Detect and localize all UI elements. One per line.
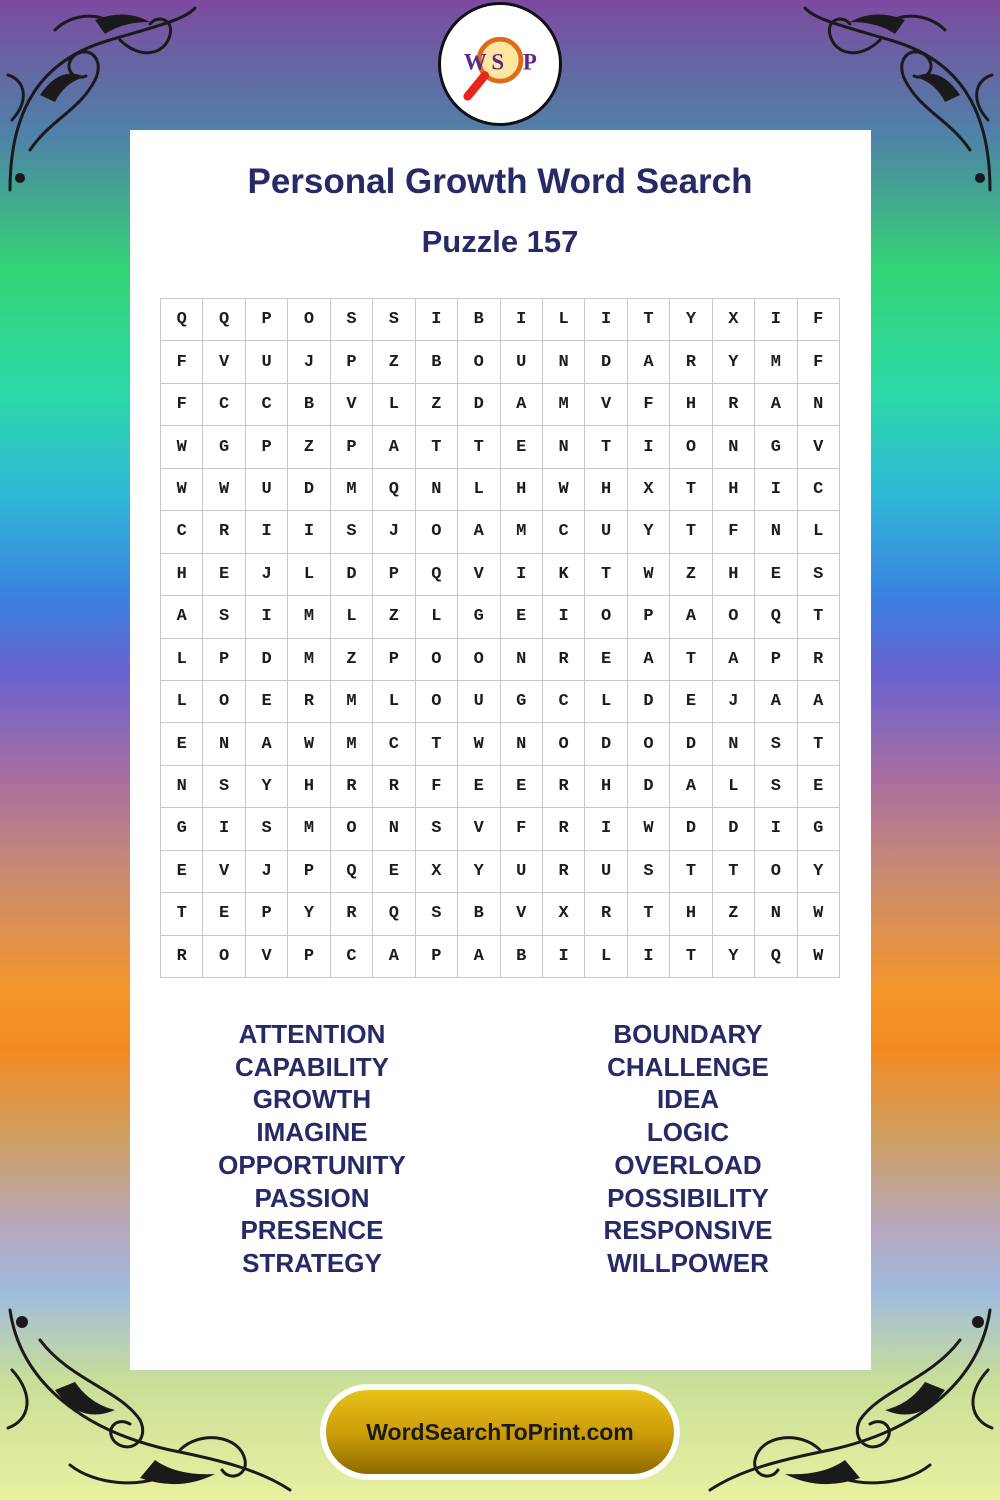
grid-cell[interactable]: O: [458, 639, 500, 681]
grid-cell[interactable]: N: [798, 384, 840, 426]
grid-cell[interactable]: H: [713, 554, 755, 596]
grid-cell[interactable]: I: [501, 299, 543, 341]
grid-cell[interactable]: O: [755, 851, 797, 893]
grid-cell[interactable]: X: [416, 851, 458, 893]
grid-cell[interactable]: F: [161, 384, 203, 426]
grid-cell[interactable]: U: [501, 851, 543, 893]
word-list-item: IDEA: [656, 1084, 720, 1115]
grid-cell[interactable]: G: [161, 808, 203, 850]
grid-cell[interactable]: V: [458, 808, 500, 850]
grid-cell[interactable]: E: [203, 554, 245, 596]
grid-cell[interactable]: T: [670, 511, 712, 553]
word-list-item: PASSION: [254, 1182, 370, 1213]
grid-cell[interactable]: A: [373, 936, 415, 978]
grid-cell[interactable]: U: [246, 341, 288, 383]
grid-cell[interactable]: R: [713, 384, 755, 426]
grid-cell[interactable]: B: [288, 384, 330, 426]
grid-cell[interactable]: C: [161, 511, 203, 553]
grid-cell[interactable]: E: [798, 766, 840, 808]
grid-cell[interactable]: S: [416, 893, 458, 935]
grid-cell[interactable]: D: [585, 341, 627, 383]
grid-cell[interactable]: R: [543, 808, 585, 850]
grid-cell[interactable]: Z: [288, 426, 330, 468]
grid-cell[interactable]: W: [543, 469, 585, 511]
grid-cell[interactable]: G: [203, 426, 245, 468]
grid-cell[interactable]: W: [628, 554, 670, 596]
grid-cell[interactable]: T: [161, 893, 203, 935]
grid-cell[interactable]: N: [501, 723, 543, 765]
grid-cell[interactable]: J: [246, 851, 288, 893]
grid-cell[interactable]: S: [798, 554, 840, 596]
grid-cell[interactable]: Y: [713, 341, 755, 383]
grid-cell[interactable]: L: [161, 639, 203, 681]
grid-cell[interactable]: F: [501, 808, 543, 850]
grid-cell[interactable]: N: [543, 341, 585, 383]
grid-cell[interactable]: K: [543, 554, 585, 596]
grid-cell[interactable]: V: [585, 384, 627, 426]
grid-cell[interactable]: I: [203, 808, 245, 850]
grid-cell[interactable]: U: [585, 851, 627, 893]
grid-cell[interactable]: O: [713, 596, 755, 638]
grid-cell[interactable]: E: [501, 426, 543, 468]
word-list-item: CAPABILITY: [234, 1051, 390, 1082]
grid-cell[interactable]: I: [755, 299, 797, 341]
grid-cell[interactable]: D: [713, 808, 755, 850]
grid-cell[interactable]: A: [628, 639, 670, 681]
grid-cell[interactable]: J: [713, 681, 755, 723]
grid-cell[interactable]: S: [755, 723, 797, 765]
grid-cell[interactable]: I: [543, 936, 585, 978]
grid-cell[interactable]: P: [373, 639, 415, 681]
grid-cell[interactable]: Q: [416, 554, 458, 596]
grid-cell[interactable]: O: [416, 681, 458, 723]
grid-cell[interactable]: H: [288, 766, 330, 808]
grid-cell[interactable]: Z: [713, 893, 755, 935]
word-list-item: STRATEGY: [242, 1247, 382, 1278]
grid-cell[interactable]: W: [288, 723, 330, 765]
grid-cell[interactable]: Q: [755, 936, 797, 978]
grid-cell[interactable]: F: [628, 384, 670, 426]
grid-cell[interactable]: I: [501, 554, 543, 596]
grid-cell[interactable]: E: [670, 681, 712, 723]
grid-cell[interactable]: E: [501, 766, 543, 808]
grid-cell[interactable]: S: [628, 851, 670, 893]
grid-cell[interactable]: D: [331, 554, 373, 596]
grid-cell[interactable]: X: [713, 299, 755, 341]
grid-cell[interactable]: R: [373, 766, 415, 808]
grid-cell[interactable]: B: [416, 341, 458, 383]
grid-cell[interactable]: N: [416, 469, 458, 511]
grid-cell[interactable]: E: [458, 766, 500, 808]
word-list-item: POSSIBILITY: [607, 1182, 769, 1213]
grid-cell[interactable]: M: [288, 596, 330, 638]
grid-cell[interactable]: S: [331, 299, 373, 341]
grid-cell[interactable]: W: [458, 723, 500, 765]
grid-cell[interactable]: C: [203, 384, 245, 426]
grid-cell[interactable]: T: [798, 596, 840, 638]
grid-cell[interactable]: M: [543, 384, 585, 426]
grid-cell[interactable]: I: [288, 511, 330, 553]
grid-cell[interactable]: E: [161, 723, 203, 765]
grid-cell[interactable]: T: [670, 639, 712, 681]
word-list-left: [162, 1018, 462, 1280]
grid-cell[interactable]: Y: [713, 936, 755, 978]
grid-cell[interactable]: V: [458, 554, 500, 596]
grid-cell[interactable]: V: [798, 426, 840, 468]
grid-cell[interactable]: R: [288, 681, 330, 723]
grid-cell[interactable]: A: [246, 723, 288, 765]
grid-cell[interactable]: D: [670, 723, 712, 765]
grid-cell[interactable]: P: [288, 851, 330, 893]
grid-cell[interactable]: R: [331, 766, 373, 808]
grid-cell[interactable]: P: [331, 341, 373, 383]
grid-cell[interactable]: A: [501, 384, 543, 426]
grid-cell[interactable]: H: [670, 384, 712, 426]
grid-cell[interactable]: R: [670, 341, 712, 383]
grid-cell[interactable]: L: [373, 384, 415, 426]
grid-cell[interactable]: I: [628, 426, 670, 468]
grid-cell[interactable]: O: [416, 511, 458, 553]
grid-cell[interactable]: O: [628, 723, 670, 765]
grid-cell[interactable]: A: [373, 426, 415, 468]
grid-cell[interactable]: D: [670, 808, 712, 850]
grid-cell[interactable]: P: [203, 639, 245, 681]
grid-cell[interactable]: Y: [288, 893, 330, 935]
grid-cell[interactable]: X: [543, 893, 585, 935]
word-list-item: WILLPOWER: [607, 1247, 769, 1278]
grid-cell[interactable]: T: [628, 299, 670, 341]
grid-cell[interactable]: A: [755, 384, 797, 426]
grid-cell[interactable]: E: [203, 893, 245, 935]
grid-cell[interactable]: S: [373, 299, 415, 341]
grid-cell[interactable]: I: [628, 936, 670, 978]
site-logo[interactable]: [438, 2, 562, 126]
grid-cell[interactable]: J: [246, 554, 288, 596]
grid-cell[interactable]: D: [628, 766, 670, 808]
grid-cell[interactable]: I: [585, 299, 627, 341]
grid-cell[interactable]: C: [246, 384, 288, 426]
grid-cell[interactable]: Y: [670, 299, 712, 341]
grid-cell[interactable]: D: [288, 469, 330, 511]
grid-cell[interactable]: A: [458, 936, 500, 978]
grid-cell[interactable]: V: [331, 384, 373, 426]
grid-cell[interactable]: D: [628, 681, 670, 723]
grid-cell[interactable]: A: [670, 596, 712, 638]
grid-cell[interactable]: L: [288, 554, 330, 596]
grid-cell[interactable]: N: [713, 723, 755, 765]
grid-cell[interactable]: P: [246, 426, 288, 468]
grid-cell[interactable]: M: [331, 723, 373, 765]
grid-cell[interactable]: M: [501, 511, 543, 553]
grid-cell[interactable]: L: [798, 511, 840, 553]
grid-cell[interactable]: S: [755, 766, 797, 808]
grid-cell[interactable]: L: [416, 596, 458, 638]
grid-cell[interactable]: S: [203, 596, 245, 638]
grid-cell[interactable]: R: [203, 511, 245, 553]
grid-cell[interactable]: N: [373, 808, 415, 850]
grid-cell[interactable]: O: [288, 299, 330, 341]
word-list-item: RESPONSIVE: [603, 1215, 773, 1246]
word-list-right: [538, 1018, 838, 1280]
grid-cell[interactable]: G: [755, 426, 797, 468]
grid-cell[interactable]: A: [628, 341, 670, 383]
grid-cell[interactable]: T: [585, 426, 627, 468]
grid-cell[interactable]: E: [585, 639, 627, 681]
grid-cell[interactable]: H: [501, 469, 543, 511]
grid-cell[interactable]: V: [203, 851, 245, 893]
grid-cell[interactable]: M: [755, 341, 797, 383]
grid-cell[interactable]: E: [161, 851, 203, 893]
grid-cell[interactable]: A: [798, 681, 840, 723]
grid-cell[interactable]: Z: [416, 384, 458, 426]
grid-cell[interactable]: I: [755, 469, 797, 511]
grid-cell[interactable]: R: [585, 893, 627, 935]
grid-cell[interactable]: I: [416, 299, 458, 341]
grid-cell[interactable]: D: [458, 384, 500, 426]
grid-cell[interactable]: G: [501, 681, 543, 723]
word-list-item: PRESENCE: [240, 1215, 384, 1246]
grid-cell[interactable]: Q: [755, 596, 797, 638]
grid-cell[interactable]: N: [161, 766, 203, 808]
grid-cell[interactable]: A: [755, 681, 797, 723]
grid-cell[interactable]: W: [203, 469, 245, 511]
grid-cell[interactable]: T: [713, 851, 755, 893]
grid-cell[interactable]: B: [458, 893, 500, 935]
grid-cell[interactable]: T: [416, 426, 458, 468]
grid-cell[interactable]: L: [161, 681, 203, 723]
grid-cell[interactable]: N: [713, 426, 755, 468]
grid-cell[interactable]: Z: [331, 639, 373, 681]
grid-cell[interactable]: T: [458, 426, 500, 468]
grid-cell[interactable]: G: [798, 808, 840, 850]
grid-cell[interactable]: E: [755, 554, 797, 596]
grid-cell[interactable]: M: [331, 469, 373, 511]
grid-cell[interactable]: L: [713, 766, 755, 808]
grid-cell[interactable]: Q: [373, 469, 415, 511]
grid-cell[interactable]: I: [246, 511, 288, 553]
grid-cell[interactable]: Q: [331, 851, 373, 893]
grid-cell[interactable]: U: [458, 681, 500, 723]
grid-cell[interactable]: W: [628, 808, 670, 850]
grid-cell[interactable]: W: [798, 936, 840, 978]
grid-cell[interactable]: E: [246, 681, 288, 723]
grid-cell[interactable]: D: [246, 639, 288, 681]
grid-cell[interactable]: Y: [246, 766, 288, 808]
grid-cell[interactable]: A: [670, 766, 712, 808]
grid-cell[interactable]: I: [246, 596, 288, 638]
word-list-item: OPPORTUNITY: [218, 1149, 406, 1180]
grid-cell[interactable]: H: [161, 554, 203, 596]
grid-cell[interactable]: O: [331, 808, 373, 850]
grid-cell[interactable]: L: [543, 299, 585, 341]
grid-cell[interactable]: H: [713, 469, 755, 511]
grid-cell[interactable]: O: [203, 936, 245, 978]
magnifier-icon: [441, 5, 559, 123]
grid-cell[interactable]: C: [373, 723, 415, 765]
grid-cell[interactable]: F: [161, 341, 203, 383]
grid-cell[interactable]: P: [246, 893, 288, 935]
grid-cell[interactable]: F: [798, 341, 840, 383]
word-list-item: CHALLENGE: [607, 1051, 769, 1082]
grid-cell[interactable]: L: [585, 936, 627, 978]
word-list-item: GROWTH: [252, 1084, 372, 1115]
grid-cell[interactable]: C: [798, 469, 840, 511]
grid-cell[interactable]: T: [670, 936, 712, 978]
grid-cell[interactable]: L: [458, 469, 500, 511]
grid-cell[interactable]: H: [585, 469, 627, 511]
grid-cell[interactable]: F: [416, 766, 458, 808]
grid-cell[interactable]: N: [755, 511, 797, 553]
grid-cell[interactable]: I: [585, 808, 627, 850]
grid-cell[interactable]: L: [373, 681, 415, 723]
grid-cell[interactable]: I: [543, 596, 585, 638]
grid-cell[interactable]: P: [331, 426, 373, 468]
page-title: Personal Growth Word Search: [247, 162, 753, 201]
grid-cell[interactable]: O: [585, 596, 627, 638]
grid-cell[interactable]: O: [543, 723, 585, 765]
grid-cell[interactable]: A: [713, 639, 755, 681]
word-list-item: LOGIC: [646, 1117, 730, 1148]
grid-cell[interactable]: E: [501, 596, 543, 638]
grid-cell[interactable]: C: [331, 936, 373, 978]
grid-cell[interactable]: P: [373, 554, 415, 596]
grid-cell[interactable]: R: [543, 766, 585, 808]
logo-letter-w: W: [463, 49, 487, 75]
grid-cell[interactable]: R: [543, 851, 585, 893]
grid-cell[interactable]: Z: [373, 596, 415, 638]
grid-cell[interactable]: Q: [161, 299, 203, 341]
grid-cell[interactable]: P: [246, 299, 288, 341]
grid-cell[interactable]: Y: [798, 851, 840, 893]
grid-cell[interactable]: T: [585, 554, 627, 596]
grid-cell[interactable]: H: [670, 893, 712, 935]
grid-cell[interactable]: R: [798, 639, 840, 681]
grid-cell[interactable]: C: [543, 511, 585, 553]
grid-cell[interactable]: C: [543, 681, 585, 723]
letter-grid: [160, 298, 840, 978]
grid-cell[interactable]: A: [161, 596, 203, 638]
grid-cell[interactable]: P: [755, 639, 797, 681]
grid-cell[interactable]: M: [288, 808, 330, 850]
footer-site-link[interactable]: WordSearchToPrint.com: [326, 1390, 674, 1474]
grid-cell[interactable]: L: [585, 681, 627, 723]
grid-cell[interactable]: E: [373, 851, 415, 893]
grid-cell[interactable]: D: [585, 723, 627, 765]
grid-cell[interactable]: B: [501, 936, 543, 978]
grid-cell[interactable]: J: [288, 341, 330, 383]
grid-cell[interactable]: V: [501, 893, 543, 935]
grid-cell[interactable]: O: [203, 681, 245, 723]
word-list-item: OVERLOAD: [614, 1149, 762, 1180]
grid-cell[interactable]: N: [543, 426, 585, 468]
grid-cell[interactable]: M: [288, 639, 330, 681]
grid-cell[interactable]: T: [798, 723, 840, 765]
grid-cell[interactable]: P: [416, 936, 458, 978]
grid-cell[interactable]: O: [458, 341, 500, 383]
grid-cell[interactable]: T: [670, 469, 712, 511]
grid-cell[interactable]: Q: [373, 893, 415, 935]
grid-cell[interactable]: V: [246, 936, 288, 978]
grid-cell[interactable]: N: [755, 893, 797, 935]
word-list-item: BOUNDARY: [613, 1019, 763, 1049]
word-list-item: ATTENTION: [238, 1019, 386, 1049]
grid-cell[interactable]: N: [501, 639, 543, 681]
grid-cell[interactable]: Q: [203, 299, 245, 341]
grid-cell[interactable]: Y: [628, 511, 670, 553]
grid-cell[interactable]: N: [203, 723, 245, 765]
grid-cell[interactable]: G: [458, 596, 500, 638]
grid-cell[interactable]: T: [670, 851, 712, 893]
grid-cell[interactable]: L: [331, 596, 373, 638]
grid-cell[interactable]: F: [798, 299, 840, 341]
grid-cell[interactable]: F: [713, 511, 755, 553]
grid-cell[interactable]: S: [203, 766, 245, 808]
grid-cell[interactable]: W: [161, 426, 203, 468]
grid-cell[interactable]: W: [798, 893, 840, 935]
grid-cell[interactable]: Z: [373, 341, 415, 383]
grid-cell[interactable]: M: [331, 681, 373, 723]
grid-cell[interactable]: S: [331, 511, 373, 553]
grid-cell[interactable]: B: [458, 299, 500, 341]
logo-letter-s: S: [491, 49, 505, 75]
grid-cell[interactable]: U: [585, 511, 627, 553]
grid-cell[interactable]: Y: [458, 851, 500, 893]
footer-site-badge[interactable]: [322, 1386, 678, 1478]
grid-cell[interactable]: P: [628, 596, 670, 638]
grid-cell[interactable]: U: [501, 341, 543, 383]
grid-cell[interactable]: R: [331, 893, 373, 935]
grid-cell[interactable]: T: [416, 723, 458, 765]
grid-cell[interactable]: S: [416, 808, 458, 850]
grid-cell[interactable]: U: [246, 469, 288, 511]
grid-cell[interactable]: I: [755, 808, 797, 850]
grid-cell[interactable]: T: [628, 893, 670, 935]
grid-cell[interactable]: H: [585, 766, 627, 808]
grid-cell[interactable]: R: [543, 639, 585, 681]
grid-cell[interactable]: O: [416, 639, 458, 681]
grid-cell[interactable]: J: [373, 511, 415, 553]
grid-cell[interactable]: V: [203, 341, 245, 383]
grid-cell[interactable]: A: [458, 511, 500, 553]
puzzle-number: Puzzle 157: [421, 224, 579, 259]
grid-cell[interactable]: P: [288, 936, 330, 978]
grid-cell[interactable]: X: [628, 469, 670, 511]
grid-cell[interactable]: W: [161, 469, 203, 511]
word-list-item: IMAGINE: [256, 1117, 368, 1148]
grid-cell[interactable]: Z: [670, 554, 712, 596]
grid-cell[interactable]: R: [161, 936, 203, 978]
logo-letter-p: P: [522, 49, 537, 75]
grid-cell[interactable]: S: [246, 808, 288, 850]
grid-cell[interactable]: O: [670, 426, 712, 468]
